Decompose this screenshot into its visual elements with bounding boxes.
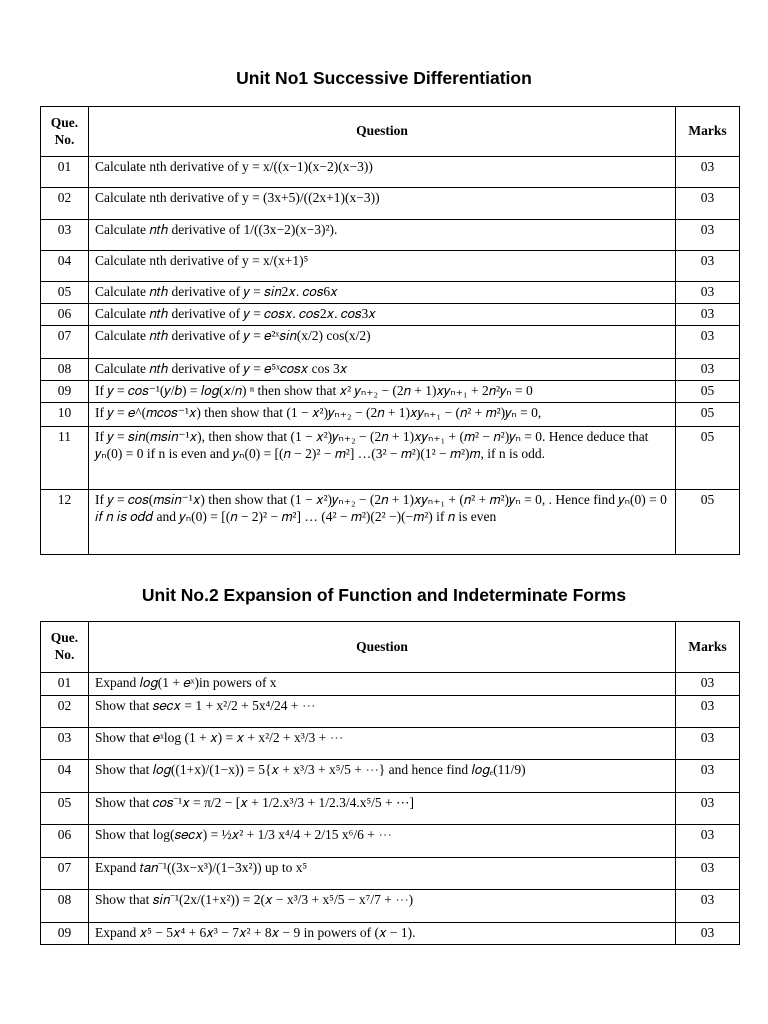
question-number: 03 [41,220,89,251]
marks-value: 03 [676,793,740,825]
question-text: Calculate nth derivative of y = x/(x+1)⁵ [89,251,676,282]
question-text: If 𝑦 = 𝑐𝑜𝑠⁻¹(𝑦/𝑏) = 𝑙𝑜𝑔(𝑥/𝑛) ⁿ then show that 𝑥² 𝑦ₙ₊₂ − (2𝑛 + 1)𝑥𝑦ₙ₊₁ + 2𝑛²𝑦ₙ = 0 [89,380,676,402]
table-row [41,825,740,858]
marks-value: 05 [676,380,740,402]
marks-value: 03 [676,858,740,890]
question-text: Calculate 𝑛𝑡ℎ derivative of 𝑦 = 𝑠𝑖𝑛2𝑥. 𝑐𝑜𝑠6𝑥 [89,282,676,304]
table-row [41,188,740,220]
question-text: Calculate 𝑛𝑡ℎ derivative of 1/((3x−2)(x−3)²). [89,220,676,251]
marks-header: Marks [676,107,740,157]
marks-value: 03 [676,358,740,380]
question-text: If 𝑦 = 𝑒^(𝑚𝑐𝑜𝑠⁻¹𝑥) then show that (1 − 𝑥²)𝑦ₙ₊₂ − (2𝑛 + 1)𝑥𝑦ₙ₊₁ − (𝑛² + 𝑚²)𝑦ₙ = 0, [89,402,676,426]
marks-value: 05 [676,402,740,426]
unit1-question-table [40,106,740,555]
question-number: 09 [41,380,89,402]
table-header-row [41,622,740,673]
question-number: 05 [41,793,89,825]
marks-value: 03 [676,220,740,251]
question-text: Show that 𝑠𝑒𝑐𝑥 = 1 + x²/2 + 5x⁴/24 + ⋯ [89,696,676,728]
question-number: 12 [41,489,89,554]
question-text: Show that 𝑒ˣlog (1 + 𝑥) = 𝑥 + x²/2 + x³/3 + ⋯ [89,728,676,760]
marks-value: 03 [676,325,740,358]
question-text: Expand 𝑥⁵ − 5𝑥⁴ + 6𝑥³ − 7𝑥² + 8𝑥 − 9 in powers of (𝑥 − 1). [89,923,676,945]
table-row [41,890,740,923]
marks-value: 05 [676,489,740,554]
table-row [41,157,740,188]
question-header: Question [89,107,676,157]
question-number: 04 [41,251,89,282]
question-text: Calculate nth derivative of y = x/((x−1)(x−2)(x−3)) [89,157,676,188]
marks-value: 03 [676,157,740,188]
marks-value: 03 [676,304,740,326]
question-text: If 𝑦 = 𝑠𝑖𝑛(𝑚𝑠𝑖𝑛⁻¹𝑥), then show that (1 − 𝑥²)𝑦ₙ₊₂ − (2𝑛 + 1)𝑥𝑦ₙ₊₁ + (𝑚² − 𝑛²)𝑦ₙ = 0. Hence deduce that 𝑦ₙ(0) = 0 if n is even and 𝑦ₙ(0) = [(𝑛 − 2)² − 𝑚²] …(3² − 𝑚²)(1² − 𝑚²)𝑚, if n is odd. [89,426,676,489]
question-text: Show that 𝑐𝑜𝑠⁻¹𝑥 = π/2 − [𝑥 + 1/2.x³/3 + 1/2.3/4.x⁵/5 + ⋯] [89,793,676,825]
question-text: If 𝑦 = 𝑐𝑜𝑠(𝑚𝑠𝑖𝑛⁻¹𝑥) then show that (1 − 𝑥²)𝑦ₙ₊₂ − (2𝑛 + 1)𝑥𝑦ₙ₊₁ + (𝑛² + 𝑚²)𝑦ₙ = 0, . Hence find 𝑦ₙ(0) = 0 𝑖𝑓 𝑛 𝑖𝑠 𝑜𝑑𝑑 and 𝑦ₙ(0) = [(𝑛 − 2)² − 𝑚²] … (4² − 𝑚²)(2² −)(−𝑚²) if 𝑛 is even [89,489,676,554]
marks-value: 03 [676,825,740,858]
table-row [41,358,740,380]
marks-value: 03 [676,673,740,696]
question-number: 03 [41,728,89,760]
question-text: Calculate nth derivative of y = (3x+5)/((2x+1)(x−3)) [89,188,676,220]
marks-value: 03 [676,760,740,793]
table-row [41,380,740,402]
table-row [41,858,740,890]
question-number: 02 [41,188,89,220]
table-row [41,793,740,825]
question-number: 01 [41,157,89,188]
marks-value: 05 [676,426,740,489]
table-row [41,220,740,251]
table-row [41,923,740,945]
marks-header: Marks [676,622,740,673]
question-text: Show that 𝑠𝑖𝑛⁻¹(2x/(1+x²)) = 2(𝑥 − x³/3 + x⁵/5 − x⁷/7 + ⋯) [89,890,676,923]
question-number: 07 [41,325,89,358]
question-header: Question [89,622,676,673]
question-number: 11 [41,426,89,489]
question-text: Expand 𝑡𝑎𝑛⁻¹((3x−x³)/(1−3x²)) up to x⁵ [89,858,676,890]
question-number: 06 [41,304,89,326]
marks-value: 03 [676,251,740,282]
marks-value: 03 [676,890,740,923]
table-row [41,673,740,696]
question-number: 06 [41,825,89,858]
question-text: Show that 𝑙𝑜𝑔((1+x)/(1−x)) = 5{𝑥 + x³/3 + x⁵/5 + ⋯} and hence find 𝑙𝑜𝑔ₑ(11/9) [89,760,676,793]
table-row [41,489,740,554]
table-header-row [41,107,740,157]
question-number: 04 [41,760,89,793]
marks-value: 03 [676,282,740,304]
table-row [41,728,740,760]
unit2-question-table [40,621,740,945]
table-row [41,696,740,728]
marks-value: 03 [676,923,740,945]
table-row [41,426,740,489]
question-number: 10 [41,402,89,426]
que-no-header: Que. No. [41,107,89,157]
unit2-title: Unit No.2 Expansion of Function and Indeterminate Forms [141,585,627,605]
que-no-header: Que. No. [41,622,89,673]
table-row [41,760,740,793]
question-number: 08 [41,890,89,923]
marks-value: 03 [676,188,740,220]
question-number: 08 [41,358,89,380]
table-row [41,251,740,282]
question-text: Calculate 𝑛𝑡ℎ derivative of 𝑦 = 𝑒⁵ˣ𝑐𝑜𝑠𝑥 cos 3𝑥 [89,358,676,380]
question-text: Expand 𝑙𝑜𝑔(1 + 𝑒ˣ)in powers of x [89,673,676,696]
table-row [41,402,740,426]
marks-value: 03 [676,728,740,760]
marks-value: 03 [676,696,740,728]
question-number: 09 [41,923,89,945]
question-number: 01 [41,673,89,696]
question-number: 05 [41,282,89,304]
question-text: Calculate 𝑛𝑡ℎ derivative of 𝑦 = 𝑐𝑜𝑠𝑥. 𝑐𝑜𝑠2𝑥. 𝑐𝑜𝑠3𝑥 [89,304,676,326]
question-text: Calculate 𝑛𝑡ℎ derivative of 𝑦 = 𝑒²ˣ𝑠𝑖𝑛(x/2) cos(x/2) [89,325,676,358]
unit1-title: Unit No1 Successive Differentiation [236,68,532,88]
table-row [41,282,740,304]
table-row [41,325,740,358]
table-row [41,304,740,326]
question-number: 02 [41,696,89,728]
question-text: Show that log(𝑠𝑒𝑐𝑥) = ½𝑥² + 1/3 x⁴/4 + 2/15 x⁶/6 + ⋯ [89,825,676,858]
question-number: 07 [41,858,89,890]
